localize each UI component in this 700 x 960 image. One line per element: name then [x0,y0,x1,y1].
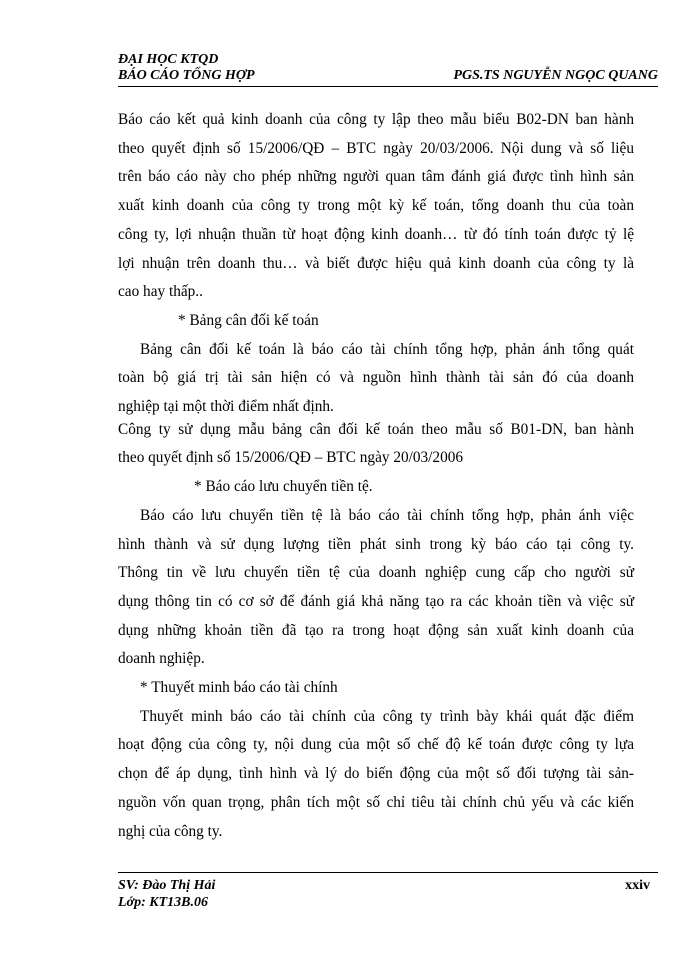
text-line: cao hay thấp.. [118,283,203,301]
footer-class: Lớp: KT13B.06 [118,895,208,910]
text-line: nguồn vốn quan trọng, phân tích một số chỉ tiêu tài chính chủ yếu và các kiến [118,793,634,811]
section-heading: * Báo cáo lưu chuyển tiền tệ. [194,478,373,496]
header-rule [118,86,658,87]
paragraph-cash-flow [118,502,634,674]
text-line: Báo cáo lưu chuyển tiền tệ là báo cáo tài chính tổng hợp, phản ánh việc [140,506,634,524]
heading-balance-sheet [118,307,634,336]
paragraph-income-statement [118,106,634,307]
text-line: dụng thông tin có cơ sở để đánh giá khả năng tạo ra các khoản tiền và việc sử [118,592,634,610]
section-heading: * Thuyết minh báo cáo tài chính [140,679,338,697]
paragraph-balance-sheet-form [118,416,634,473]
text-line: theo quyết định số 15/2006/QĐ – BTC ngày 20/03/2006 [118,449,464,467]
text-line: hoạt động của công ty, nội dung của một số chế độ kế toán được công ty lựa [118,736,634,754]
text-line: nghiệp tại một thời điểm nhất định. [118,398,334,416]
header-report-title: BÁO CÁO TỔNG HỢP [118,68,255,83]
footer-student: SV: Đào Thị Hải [118,878,216,893]
footer-rule [118,872,658,873]
text-line: theo quyết định số 15/2006/QĐ – BTC ngày 20/03/2006. Nội dung và số liệu [118,139,634,157]
text-line: Thông tin về lưu chuyển tiền tệ của doanh nghiệp cung cấp cho người sử [118,564,634,582]
header-university: ĐẠI HỌC KTQD [118,52,219,67]
text-line: doanh nghiệp. [118,650,205,668]
text-line: Công ty sử dụng mẫu bảng cân đối kế toán theo mẫu số B01-DN, ban hành [118,420,634,438]
text-line: Bảng cân đối kế toán là báo cáo tài chính tổng hợp, phản ánh tổng quát [140,340,634,358]
text-line: nghị của công ty. [118,822,223,840]
text-line: dụng những khoản tiền đã tạo ra trong hoạt động sản xuất kinh doanh của [118,621,634,639]
section-heading: * Bảng cân đối kế toán [178,311,319,329]
paragraph-notes [118,703,634,847]
heading-cash-flow [118,473,634,502]
paragraph-balance-sheet [118,336,634,422]
text-line: Báo cáo kết quả kinh doanh của công ty lập theo mẫu biểu B02-DN ban hành [118,111,634,128]
document-body [118,106,634,846]
text-line: lợi nhuận trên doanh thu… và biết được hiệu quả kinh doanh của công ty là [118,254,634,272]
text-line: chọn để áp dụng, tình hình và lý do biến động của một số đối tượng tài sản- [118,765,634,783]
text-line: trên báo cáo này cho phép những người quan tâm đánh giá được tình hình sản [118,168,634,186]
text-line: công ty, lợi nhuận thuần từ hoạt động kinh doanh… từ đó tính toán được tỷ lệ [118,225,634,243]
text-line: xuất kinh doanh của công ty trong một kỳ kế toán, tổng doanh thu của toàn [118,197,634,215]
text-line: Thuyết minh báo cáo tài chính của công ty trình bày khái quát đặc điểm [140,707,634,725]
header-supervisor: PGS.TS NGUYỄN NGỌC QUANG [453,68,658,83]
text-line: toàn bộ giá trị tài sản hiện có và nguồn hình thành tài sản đó của doanh [118,369,634,387]
heading-notes [118,674,634,703]
text-line: hình thành và sử dụng lượng tiền phát sinh trong kỳ báo cáo tại công ty. [118,535,634,553]
page-number: xxiv [625,878,650,893]
